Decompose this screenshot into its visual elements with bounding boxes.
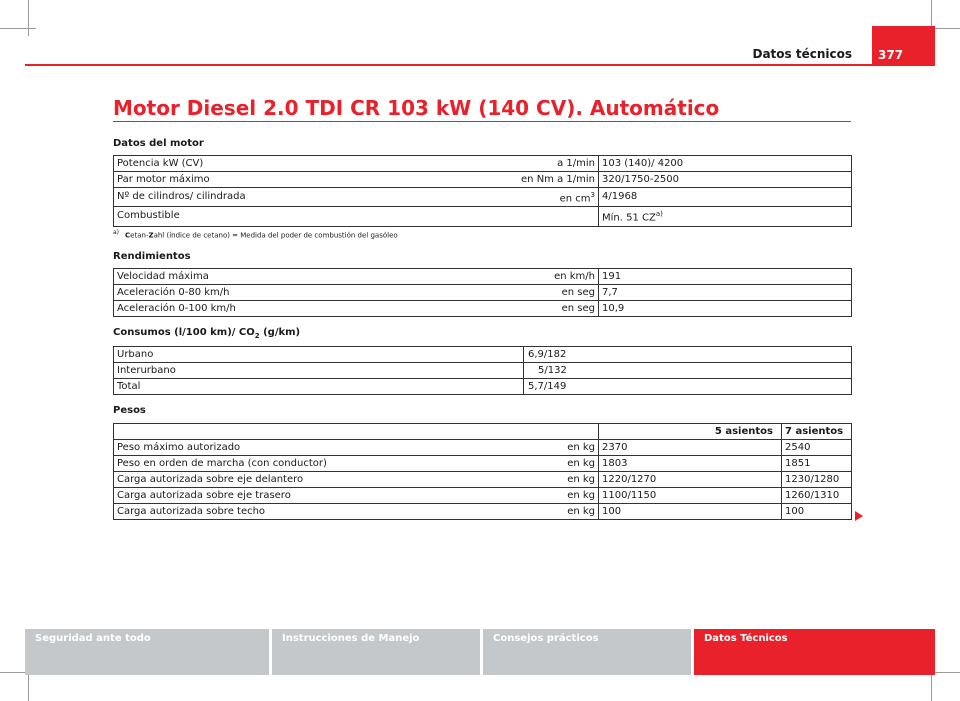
header-7-seats: 7 asientos: [782, 424, 852, 440]
heading-text: Consumos (l/100 km)/ CO: [113, 327, 255, 338]
page-title: Motor Diesel 2.0 TDI CR 103 kW (140 CV). Automático: [113, 96, 720, 120]
engine-heading: Datos del motor: [113, 138, 204, 149]
row-unit: [484, 188, 599, 207]
weights-table: [113, 423, 852, 520]
header-blank: [114, 424, 599, 440]
footnote: [113, 229, 398, 239]
row-label: Combustible: [114, 207, 484, 226]
tab-seguridad[interactable]: [25, 629, 269, 675]
unit-text: en cm: [559, 193, 591, 205]
table-row: [114, 363, 852, 379]
triangle-right-icon: [855, 511, 863, 521]
page-number: 377: [872, 26, 935, 66]
table-row: [114, 172, 852, 188]
footnote-text: etan-: [130, 231, 149, 240]
table-row: [114, 188, 852, 207]
engine-table: [113, 155, 852, 227]
row-label: Peso en orden de marcha (con conductor): [114, 456, 484, 472]
weights-heading: Pesos: [113, 405, 146, 416]
row-label: Aceleración 0-100 km/h: [114, 301, 484, 317]
row-unit: a 1/min: [484, 156, 599, 172]
crop-mark: [28, 0, 29, 36]
footnote-bold: Z: [148, 231, 154, 240]
footer-nav: [25, 629, 935, 675]
row-label: Carga autorizada sobre eje delantero: [114, 472, 484, 488]
value-text: Mín. 51 CZ: [602, 212, 656, 224]
row-label: Par motor máximo: [114, 172, 484, 188]
row-unit: en kg: [484, 440, 599, 456]
row-value-7-seats: 100: [782, 504, 852, 520]
header-5-seats: 5 asientos: [599, 424, 782, 440]
row-value: 7,7: [599, 285, 852, 301]
tab-consejos[interactable]: [483, 629, 691, 675]
performance-table: [113, 268, 852, 317]
row-label: Potencia kW (CV): [114, 156, 484, 172]
row-label: Nº de cilindros/ cilindrada: [114, 188, 484, 207]
heading-text: (g/km): [259, 327, 301, 338]
tab-label: Instrucciones de Manejo: [282, 633, 420, 644]
tab-datos-tecnicos[interactable]: [694, 629, 935, 675]
row-value: [599, 207, 852, 226]
table-row: [114, 379, 852, 395]
row-value-5-seats: 1803: [599, 456, 782, 472]
table-row: [114, 472, 852, 488]
row-value-5-seats: 1220/1270: [599, 472, 782, 488]
row-value: 191: [599, 269, 852, 285]
row-value-7-seats: 2540: [782, 440, 852, 456]
tab-label: Seguridad ante todo: [35, 633, 151, 644]
table-row: [114, 504, 852, 520]
tab-label: Consejos prácticos: [493, 633, 599, 644]
row-value: 5/132: [524, 363, 852, 379]
row-unit: en kg: [484, 488, 599, 504]
table-row: [114, 285, 852, 301]
row-unit: en Nm a 1/min: [484, 172, 599, 188]
header-rule: [25, 64, 935, 66]
crop-mark: [0, 28, 36, 29]
table-row: [114, 269, 852, 285]
row-unit: en kg: [484, 504, 599, 520]
row-value-7-seats: 1260/1310: [782, 488, 852, 504]
table-row: [114, 488, 852, 504]
consumption-table: [113, 346, 852, 395]
row-value: 320/1750-2500: [599, 172, 852, 188]
heading-subscript: 2: [254, 332, 260, 340]
row-label: Carga autorizada sobre eje trasero: [114, 488, 484, 504]
consumption-heading: [113, 327, 300, 340]
row-value-7-seats: 1230/1280: [782, 472, 852, 488]
row-unit: en kg: [484, 456, 599, 472]
row-label: Carga autorizada sobre techo: [114, 504, 484, 520]
table-row: [114, 440, 852, 456]
row-value: 5,7/149: [524, 379, 852, 395]
footnote-marker: a): [113, 229, 120, 236]
table-row: [114, 156, 852, 172]
row-unit: en seg: [484, 285, 599, 301]
row-label: Interurbano: [114, 363, 524, 379]
row-unit: en seg: [484, 301, 599, 317]
performance-heading: Rendimientos: [113, 251, 191, 262]
footnote-ref: a): [655, 210, 663, 219]
row-unit: en km/h: [484, 269, 599, 285]
row-label: Peso máximo autorizado: [114, 440, 484, 456]
row-label: Aceleración 0-80 km/h: [114, 285, 484, 301]
table-row: [114, 347, 852, 363]
table-row: [114, 301, 852, 317]
row-value: 103 (140)/ 4200: [599, 156, 852, 172]
row-label: Urbano: [114, 347, 524, 363]
title-rule: [113, 121, 851, 122]
row-value: 4/1968: [599, 188, 852, 207]
row-value: 10,9: [599, 301, 852, 317]
tab-instrucciones[interactable]: [272, 629, 480, 675]
unit-superscript: 3: [590, 191, 595, 199]
footnote-bold: C: [125, 231, 131, 240]
row-value-5-seats: 2370: [599, 440, 782, 456]
footnote-text: ahl (índice de cetano) = Medida del poder de combustión del gasóleo: [153, 231, 398, 240]
tab-label: Datos Técnicos: [704, 633, 788, 644]
row-value: 6,9/182: [524, 347, 852, 363]
table-header-row: [114, 424, 852, 440]
row-label: Total: [114, 379, 524, 395]
row-value-5-seats: 100: [599, 504, 782, 520]
table-row: [114, 207, 852, 226]
table-row: [114, 456, 852, 472]
row-value-5-seats: 1100/1150: [599, 488, 782, 504]
row-unit: en kg: [484, 472, 599, 488]
row-unit: [484, 207, 599, 226]
running-header-title: Datos técnicos: [752, 47, 852, 61]
row-label: Velocidad máxima: [114, 269, 484, 285]
row-value-7-seats: 1851: [782, 456, 852, 472]
